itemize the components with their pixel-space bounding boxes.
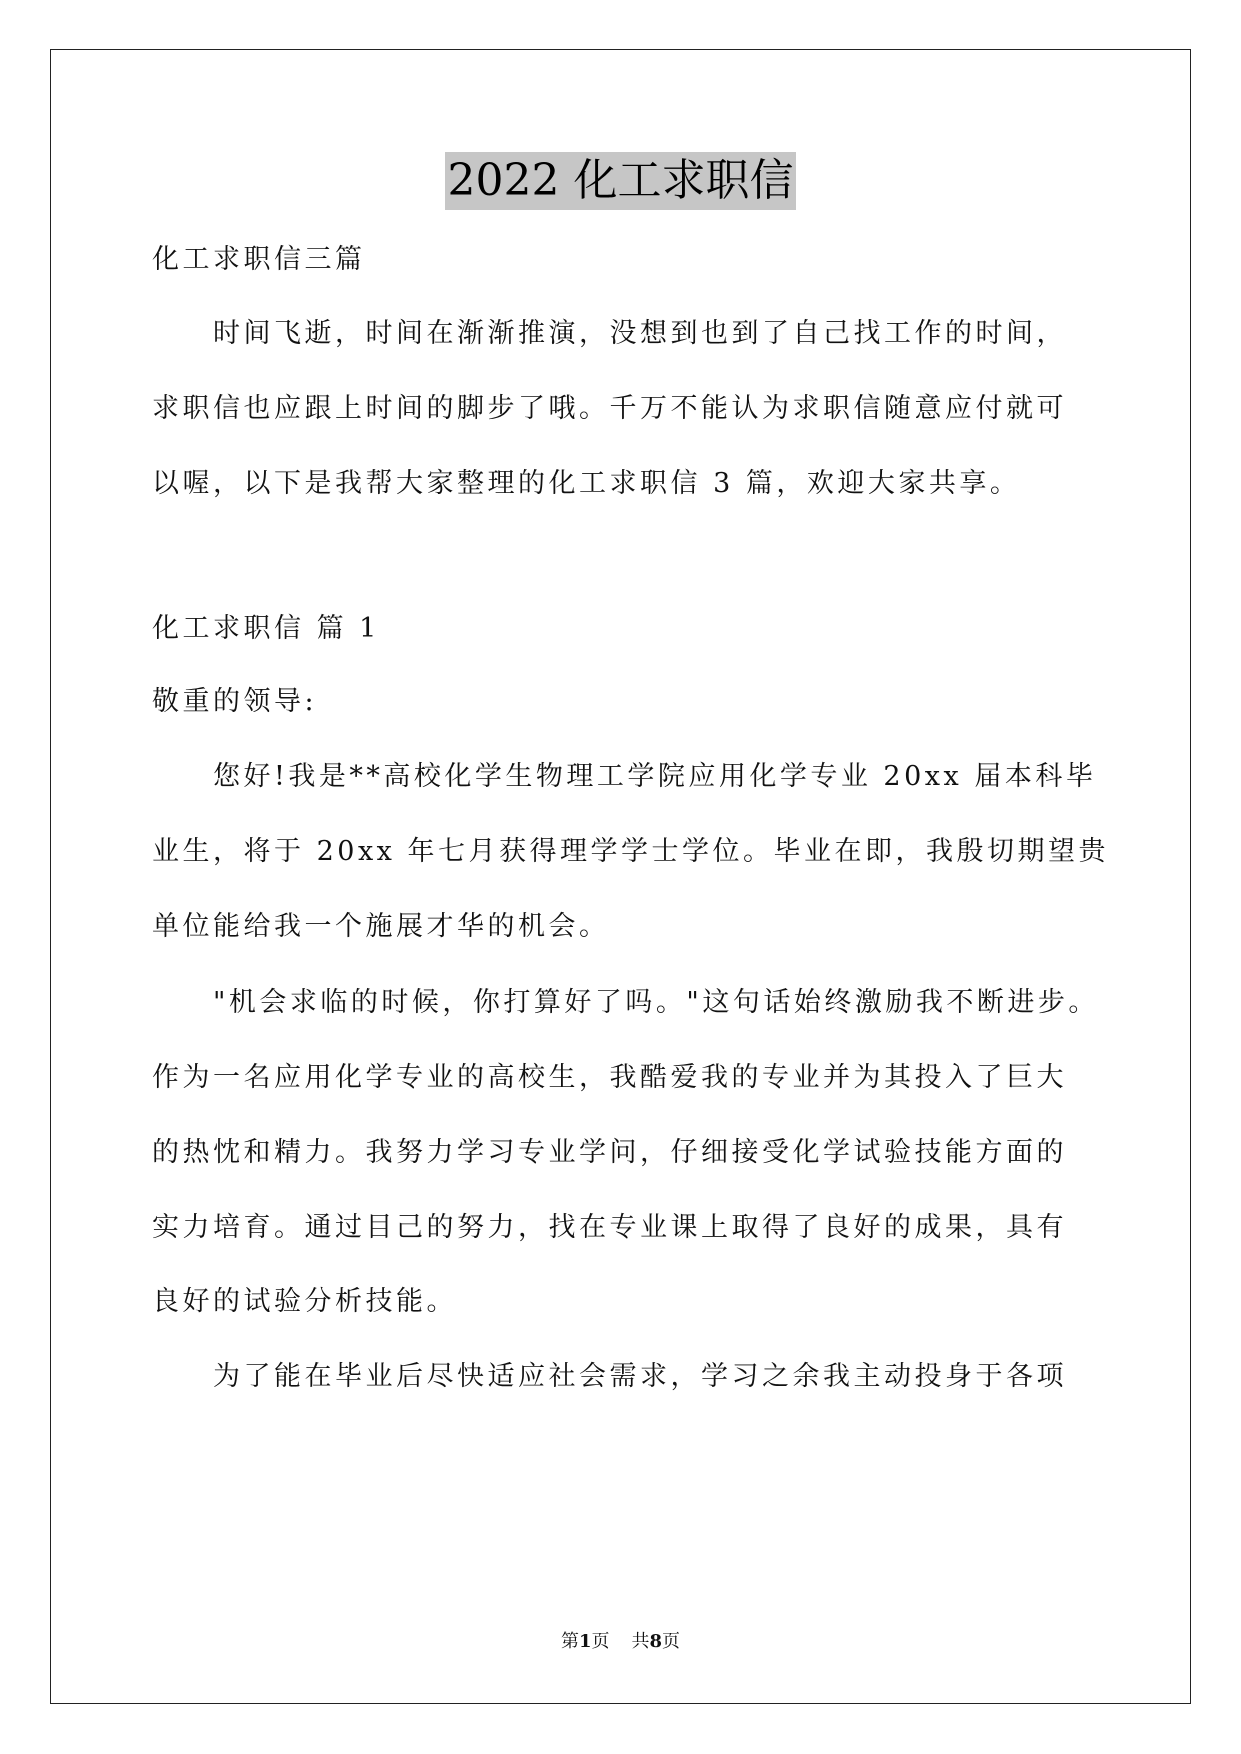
section-heading: 化工求职信三篇: [152, 244, 366, 275]
footer-total-suffix: 页: [662, 1631, 681, 1652]
paragraph-line: 以喔，以下是我帮大家整理的化工求职信 3 篇，欢迎大家共享。: [152, 468, 1021, 499]
footer-page-suffix: 页: [591, 1631, 610, 1652]
page-footer: [0, 1630, 1241, 1654]
footer-total-prefix: 共: [631, 1631, 650, 1652]
paragraph-line: 业生，将于 20xx 年七月获得理学学士学位。毕业在即，我殷切期望贵: [152, 836, 1109, 867]
paragraph-line: 作为一名应用化学专业的高校生，我酷爱我的专业并为其投入了巨大: [152, 1062, 1067, 1093]
paragraph-line: 良好的试验分析技能。: [152, 1286, 457, 1317]
paragraph-line: 为了能在毕业后尽快适应社会需求，学习之余我主动投身于各项: [152, 1361, 1067, 1392]
footer-page-number: 1: [578, 1631, 592, 1652]
footer-prefix: 第: [560, 1631, 579, 1652]
paragraph-line: 求职信也应跟上时间的脚步了哦。千万不能认为求职信随意应付就可: [152, 393, 1067, 424]
document-title: 2022 化工求职信: [445, 152, 797, 210]
paragraph-line: "机会求临的时候，你打算好了吗。"这句话始终激励我不断进步。: [152, 987, 1099, 1018]
paragraph-line: 您好!我是**高校化学生物理工学院应用化学专业 20xx 届本科毕: [152, 761, 1097, 792]
title-container: [0, 152, 1241, 210]
salutation: 敬重的领导:: [152, 686, 318, 717]
footer-total-pages: 8: [649, 1631, 663, 1652]
paragraph-line: 单位能给我一个施展才华的机会。: [152, 911, 610, 942]
paragraph-line: 时间飞逝，时间在渐渐推演，没想到也到了自己找工作的时间，: [152, 318, 1067, 349]
letter-heading: 化工求职信 篇 1: [152, 613, 380, 644]
page-border: [50, 49, 1191, 1704]
paragraph-line: 的热忱和精力。我努力学习专业学问，仔细接受化学试验技能方面的: [152, 1137, 1067, 1168]
paragraph-line: 实力培育。通过目己的努力，找在专业课上取得了良好的成果，具有: [152, 1212, 1067, 1243]
